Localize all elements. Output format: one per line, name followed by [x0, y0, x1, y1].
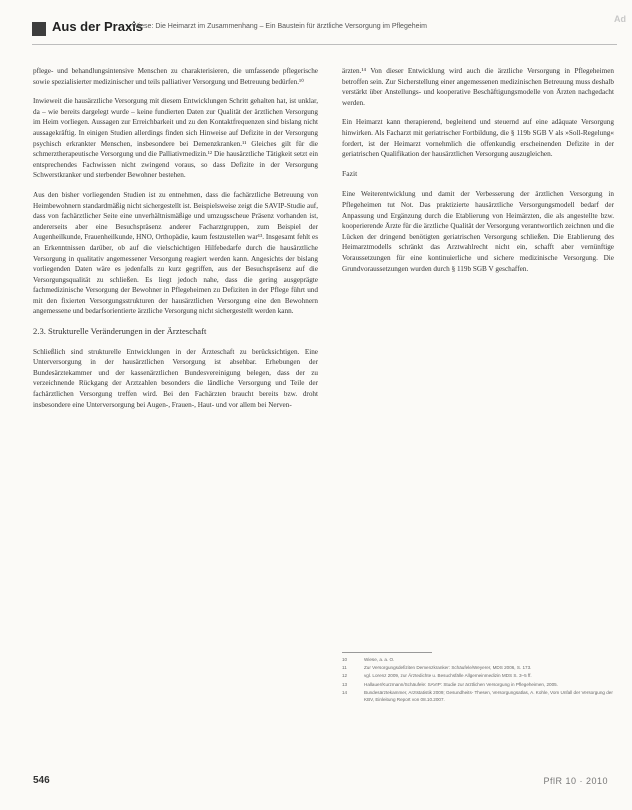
section-heading: 2.3. Strukturelle Veränderungen in der Ärzteschaft — [33, 326, 207, 337]
paragraph: Schließlich sind strukturelle Entwicklungen in der Ärzteschaft zu berücksichtigen. Eine Unterversorgung in der hausärztlichen Versorgung ist absehbar. Erhebungen der Bundesärztekammer und der kassenärztlichen Bundesvereinigung belegen, dass der zu verzeichnende Rückgang der Arztzahlen besonders die ländliche Versorgung und Teile der fachärztlichen Versorgung treffen wird. Bei den Fachärzten braucht bereits bzw. droht insbesondere eine Unterversorgung bei Augen-, Frauen-, Haut- und vor allem bei Nerven- — [33, 347, 318, 409]
paragraph: Inwieweit die hausärztliche Versorgung mit diesem Entwicklungen Schritt gehalten hat, ist unklar, da – wie bereits dargelegt wurde – keine fundierten Daten zur Qualität der ärztlichen Versorgung im Heim vorliegen. Aussagen zur Erreichbarkeit und zu den Kontaktfrequenzen sind bislang nicht aussagekräftig. In einigen Studien allerdings finden sich Hinweise auf Defizite in der Versorgung psychisch erkrankter Menschen, insbesondere bei Demenzkranken.¹¹ Gleiches gilt für die schmerztherapeutische Versorgung und die Palliativmedizin.¹² Die hausärztliche Tätigkeit setzt ein entsprechendes Fachwissen nicht zwingend voraus, so dass Defizite in der Versorgung Schwerstkranker und sterbender Bewohner bestehen. — [33, 97, 318, 180]
fazit-heading: Fazit — [342, 168, 358, 178]
right-column — [342, 66, 614, 283]
running-head: Wiese: Die Heimarzt im Zusammenhang – Ein Baustein für ärztliche Versorgung im Pflegeheim — [132, 23, 427, 30]
paragraph: Aus den bisher vorliegenden Studien ist zu entnehmen, dass die fachärztliche Betreuung von Heimbewohnern standardmäßig nicht sichergestellt ist. Beispielsweise zeigt die SAVIP-Studie auf, dass von fachärztlicher Seite eine unverhältnismäßige und umzugsscheue Präsenz vorhanden ist, andererseits aber eine Besuchspräsenz anderer Facharztgruppen, zum Beispiel der Augenheilkunde, Frauenheilkunde, HNO, Orthopädie, kaum festzustellen war¹³. Insgesamt fehlt es an Erkenntnissen darüber, ob auf die vielschichtigen Hilfebedarfe durch die hausärztliche Versorgung in qualitativ angemessener Versorgung reagiert werden kann. Angesichts der bislang vorliegenden Daten wäre es jedenfalls zu kurz gegriffen, aus der Besuchspräsenz auf die Versorgungsqualität zu schließen. Es liegt jedoch nahe, dass die gering ausgeprägte fachmedizinische Versorgung der Bewohner in Pflegeheimen zu Defiziten in der Pflege führt und mit den fixierten Versorgungsstrukturen der hausärztlichen Versorgung eine den Bewohnern angemessene und bedarfsorientierte ärztliche Versorgung nicht sichergestellt werden kann. — [33, 190, 318, 316]
section-marker — [32, 22, 46, 36]
footnote-number: 12 — [342, 673, 348, 679]
footnote-text: vgl. Lorenz 2009, zur Ärztedichte u. Besuchsfälle Allgemeinmedizin MDS S. 3–5 ff. — [364, 673, 532, 679]
footnote-number: 13 — [342, 681, 348, 687]
section-title: Aus der Praxis — [52, 19, 144, 34]
paragraph: Ein Heimarzt kann therapierend, begleitend und steuernd auf eine adäquate Versorgung hinwirken. Als Facharzt mit geriatrischer Fortbildung, die § 119b SGB V als »Soll-Regelung« fordert, ist der Heimarzt vornehmlich die offenkundig erscheinenden Defizite in der geriatrischen Qualifikation der hausärztlichen Versorgung auszugleichen. — [342, 118, 614, 159]
header-rule — [32, 44, 617, 45]
footnote — [342, 656, 614, 663]
corner-mark: Ad — [614, 14, 626, 24]
left-column — [33, 66, 318, 419]
footnote-rule — [342, 652, 432, 653]
footnote-text: Hallauer/Kurzmann/Schäufele: SAVIP: Studie zur ärztlichen Versorgung in Pflegeheimen, 2005. — [364, 681, 558, 687]
journal-issue: PflR 10 · 2010 — [543, 776, 608, 786]
footnote — [342, 681, 614, 688]
footnote-text: Bundesärztekammer, Arztstatistik 2009; Gesundheits- Thesen, Versorgungsatlas, A. Kohle, Vom Unfall der Versorgung der KBV, Einleitung Report von 08.10.2007. — [364, 689, 613, 703]
footnote — [342, 672, 614, 679]
footnote-text: Wiese, a. a. O. — [364, 657, 395, 662]
page-header — [0, 18, 632, 42]
footnote-number: 11 — [342, 665, 347, 671]
footnote-number: 10 — [342, 657, 348, 662]
paragraph: pflege- und behandlungsintensive Menschen zu charakterisieren, die umfassende pflegerische sowie spezialisierter medizinischer und teils palliativer Versorgung und Betreuung bedürfen.¹⁰ — [33, 67, 318, 86]
paragraph: Eine Weiterentwicklung und damit der Verbesserung der ärztlichen Versorgung in Pflegeheimen tut Not. Das praktizierte hausärztliche Versorgungsmodell bedarf der Anpassung und Ergänzung durch die Etablierung von Heimärzten, die als angestellte bzw. kooperierende Ärzte für die ärztliche Qualität der Versorgung verantwortlich zeichnen und die Lücken der dringend benötigten geriatrischen Versorgung schließen. Die Etablierung des Heimarztmodells schränkt das Arztwahlrecht nicht ein, schafft aber vernünftige Voraussetzungen für eine kontinuierliche und sichere medizinische Versorgung. Die Grundvoraussetzungen wurden durch § 119b SGB V geschaffen. — [342, 190, 614, 273]
page-number: 546 — [33, 775, 50, 786]
footnote-text: Zur Versorgungsdefiziten Demenzkranker: Schäufele/Weyerer, MDS 2006, S. 173. — [364, 665, 532, 671]
footnotes — [342, 656, 614, 704]
footnote — [342, 664, 614, 671]
paragraph: ärzten.¹⁴ Von dieser Entwicklung wird auch die ärztliche Versorgung in Pflegeheimen betroffen sein. Zur Sicherstellung einer angemessenen medizinischen Betreuung muss deshalb verstärkt über Anstellungs- und kooperative Beschäftigungsmodelle von Ärzten nachgedacht werden. — [342, 67, 614, 107]
footnote-number: 14 — [342, 689, 348, 695]
footnote — [342, 689, 614, 704]
